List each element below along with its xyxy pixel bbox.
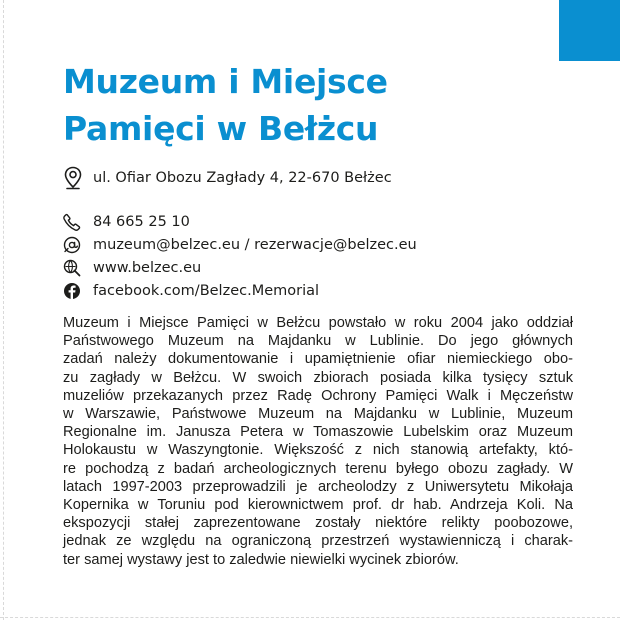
description-line: ekspozycji stałej zaprezentowane zostały niektóre relikty poobozowe,: [63, 515, 573, 532]
facebook-icon: [63, 280, 85, 302]
facebook-link[interactable]: facebook.com/Belzec.Memorial: [93, 282, 320, 299]
contact-list: [63, 210, 417, 302]
map-pin-icon: [63, 167, 85, 189]
contact-row-email: [63, 233, 417, 256]
description-line: muzeliów przekazanych przez Radę Ochrony Pamięci Walk i Męczeństw: [63, 387, 573, 404]
contact-row-website: [63, 256, 417, 279]
description-line: re pochodzą z badań archeologicznych terenu byłego obozu zagłady. W: [63, 460, 573, 477]
description-line: ter samej wystawy jest to zaledwie niewielki wycinek zbiorów.: [63, 551, 459, 568]
description-line: Kopernika w Toruniu pod kierownictwem prof. dr hab. Andrzeja Koli. Na: [63, 497, 573, 514]
title-line-2: Pamięci w Bełżcu: [63, 109, 379, 148]
corner-accent-square: [559, 0, 620, 61]
bottom-dashed-border: [0, 617, 620, 618]
description-line: zu zagłady w Bełżcu. W swoich zbiorach posiada kilka tysięcy sztuk: [63, 369, 573, 386]
description-line: Państwowego Muzeum na Majdanku w Lublinie. Do jego głównych: [63, 333, 573, 350]
description-line: Holokaustu w Waszyngtonie. Większość z nich stanowią artefakty, któ-: [63, 442, 573, 459]
contact-row-phone: [63, 210, 417, 233]
description-line: Regionalne im. Janusza Petera w Tomaszowie Lubelskim oraz Muzeum: [63, 424, 573, 441]
email-addresses[interactable]: muzeum@belzec.eu / rezerwacje@belzec.eu: [93, 236, 417, 253]
website-link[interactable]: www.belzec.eu: [93, 259, 202, 276]
address-row: [63, 166, 392, 190]
email-icon: [63, 234, 85, 256]
description-line: w Warszawie, Państwowe Muzeum na Majdanku w Lublinie, Muzeum: [63, 406, 573, 423]
phone-number[interactable]: 84 665 25 10: [93, 213, 190, 230]
phone-icon: [63, 211, 85, 233]
title-line-1: Muzeum i Miejsce: [63, 62, 388, 101]
web-icon: [63, 257, 85, 279]
description-line: Muzeum i Miejsce Pamięci w Bełżcu powstało w roku 2004 jako oddział: [63, 315, 573, 331]
description-line: jednak ze względu na ograniczoną przestrzeń wystawienniczą i charak-: [63, 533, 573, 550]
museum-description: [63, 314, 573, 569]
description-line: latach 1997-2003 przeprowadzili je archeolodzy z Uniwersytetu Mikołaja: [63, 478, 573, 495]
contact-row-facebook: [63, 279, 417, 302]
address-text: ul. Ofiar Obozu Zagłady 4, 22-670 Bełżec: [93, 170, 392, 186]
left-dashed-border: [3, 0, 4, 620]
page-title: [63, 58, 543, 152]
description-line: zadań należy dokumentowanie i upamiętnienie ofiar niemieckiego obo-: [63, 351, 573, 368]
